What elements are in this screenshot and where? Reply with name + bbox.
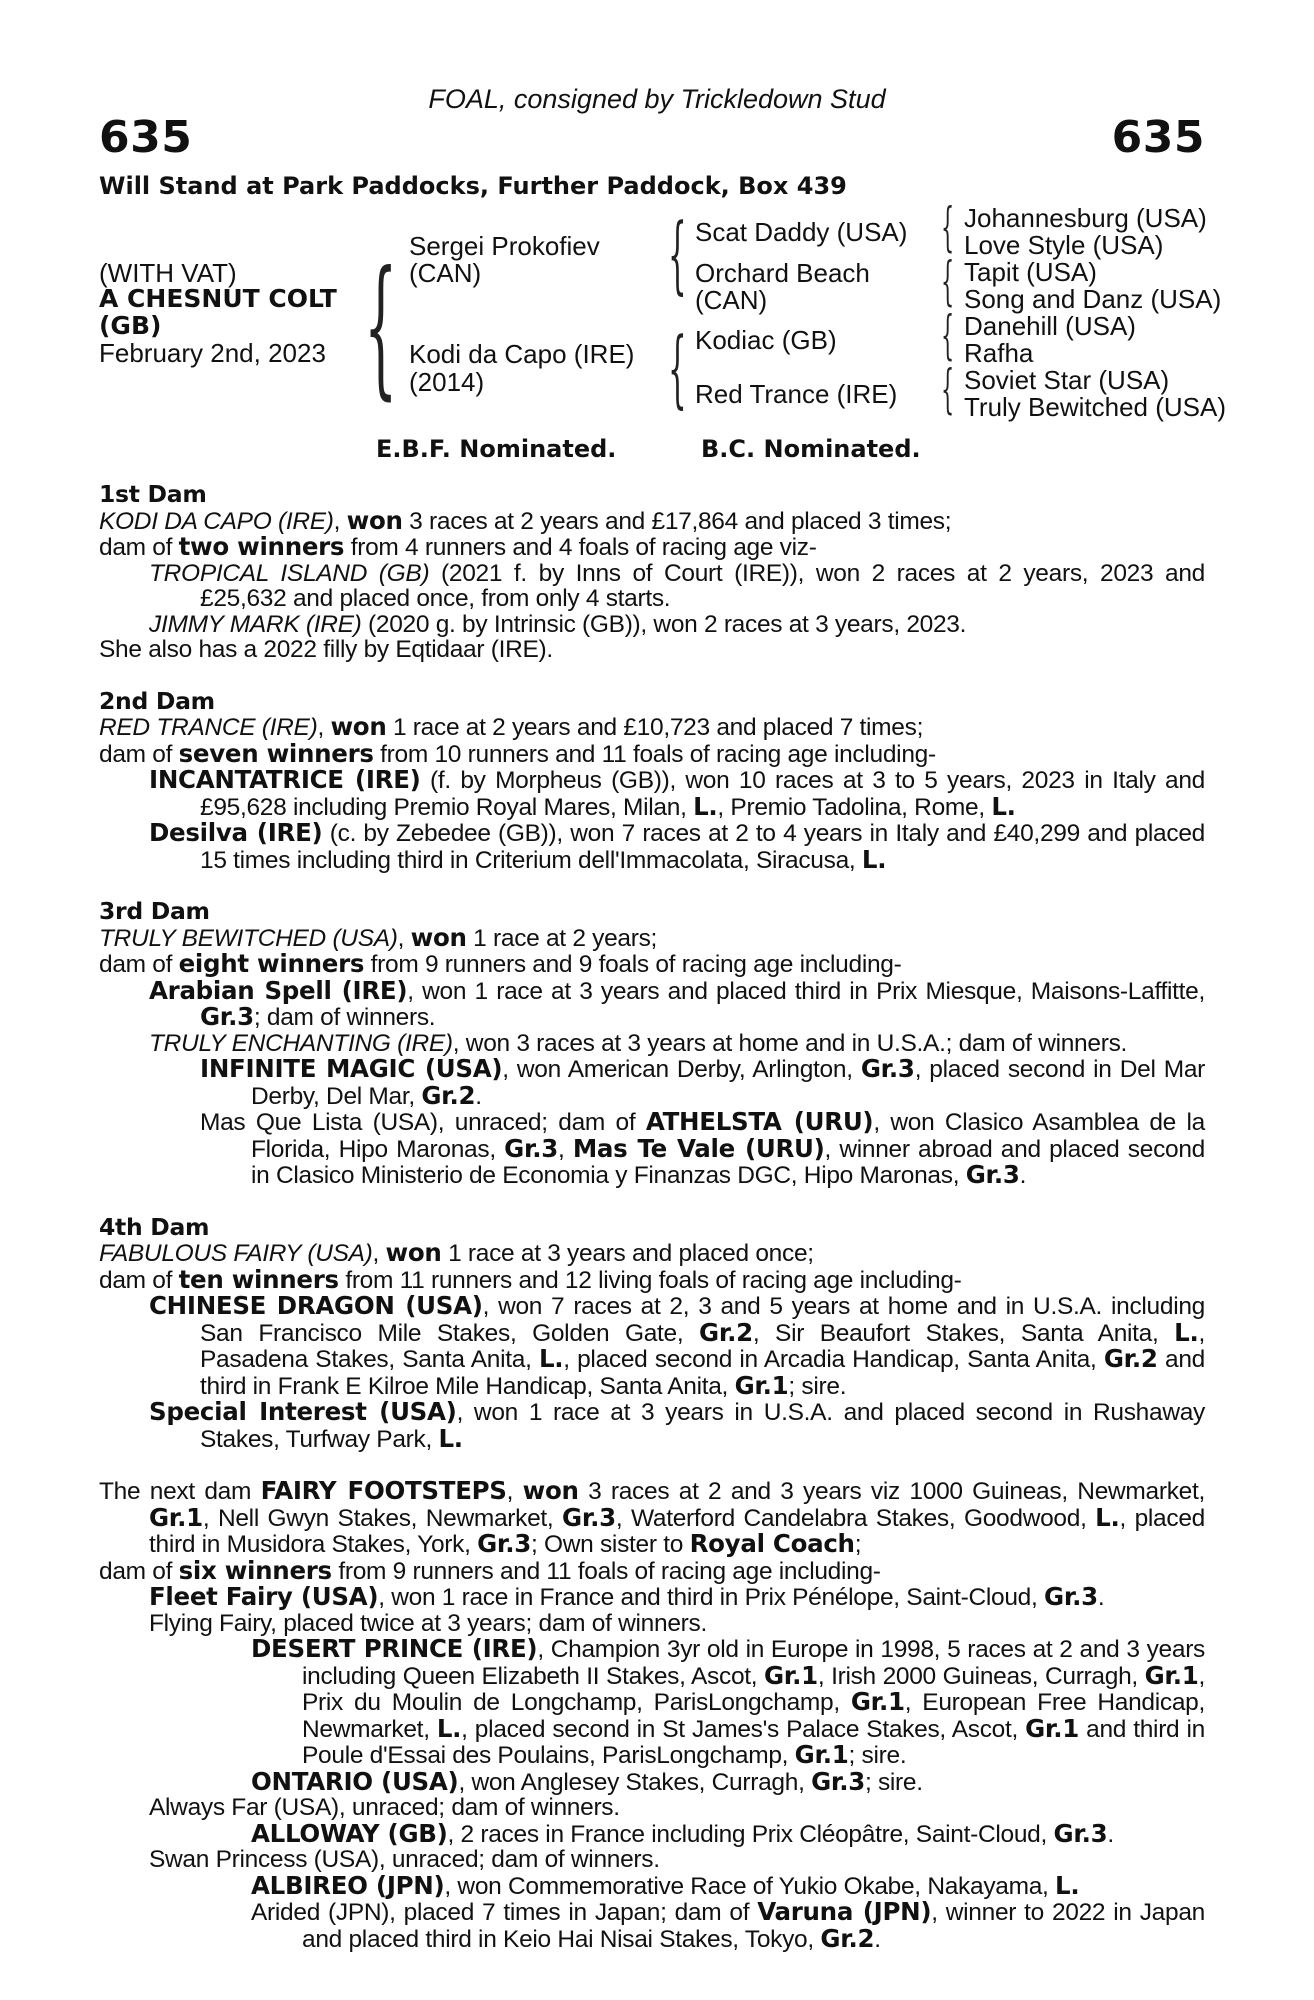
- horse-origin: (GB): [99, 311, 162, 340]
- dam-summary: dam of six winners from 9 runners and 11 foals of racing age including-: [99, 1555, 881, 1585]
- produce-entry: ALBIREO (JPN), won Commemorative Race of Yukio Okabe, Nakayama, L.: [251, 1870, 1080, 1900]
- produce-entry: CHINESE DRAGON (USA), won 7 races at 2, 3 and 5 years at home and in U.S.A. including San Francisco Mile Stakes, Golden Gate, Gr.2, Sir Beaufort Stakes, Santa Anita, L., Pasadena Stakes, Santa Anita, L., placed second in Arcadia Handicap, Santa Anita, Gr.2 and third in Frank E Kilroe Mile Handicap, Santa Anita, Gr.1; sire.: [149, 1291, 1206, 1400]
- dam-name: Kodi da Capo (IRE): [409, 339, 635, 369]
- dam-brace: {: [668, 319, 687, 417]
- dam-record: TRULY BEWITCHED (USA), won 1 race at 2 years;: [99, 922, 658, 952]
- produce-entry: Always Far (USA), unraced; dam of winners.: [149, 1794, 620, 1821]
- produce-entry: Swan Princess (USA), unraced; dam of winners.: [149, 1846, 660, 1873]
- dam-record: RED TRANCE (IRE), won 1 race at 2 years and £10,723 and placed 7 times;: [99, 712, 924, 741]
- produce-note: She also has a 2022 filly by Eqtidaar (IRE).: [99, 636, 553, 663]
- g3-ancestor: Soviet Star (USA): [964, 365, 1170, 395]
- sire-origin: (CAN): [409, 258, 482, 288]
- consignment-line: FOAL, consigned by Trickledown Stud: [428, 84, 886, 114]
- produce-entry: JIMMY MARK (IRE) (2020 g. by Intrinsic (GB)), won 2 races at 3 years, 2023.: [149, 610, 967, 638]
- dam-dam: Red Trance (IRE): [695, 379, 898, 409]
- dam-summary: dam of two winners from 4 runners and 4 foals of racing age viz-: [99, 532, 817, 561]
- dam-record: FABULOUS FAIRY (USA), won 1 race at 3 years and placed once;: [99, 1238, 814, 1267]
- produce-entry: INCANTATRICE (IRE) (f. by Morpheus (GB)), won 10 races at 3 to 5 years, 2023 in Italy and £95,628 including Premio Royal Mares, Milan, L., Premio Tadolina, Rome, L.: [149, 765, 1205, 821]
- produce-entry: ALLOWAY (GB), 2 races in France including Prix Cléopâtre, Saint-Cloud, Gr.3.: [251, 1818, 1114, 1848]
- produce-entry: ONTARIO (USA), won Anglesey Stakes, Curragh, Gr.3; sire.: [251, 1766, 923, 1796]
- section-heading: 4th Dam: [99, 1212, 210, 1241]
- next-dam-section: [99, 1478, 1205, 1952]
- g3-brace-4: {: [941, 360, 955, 420]
- produce-entry: Desilva (IRE) (c. by Zebedee (GB)), won 7 races at 2 to 4 years in Italy and £40,299 and placed 15 times including third in Criterium dell'Immacolata, Siracusa, L.: [149, 818, 1205, 874]
- fourth-dam-section: [99, 1212, 1206, 1453]
- lot-number-right: 635: [1111, 112, 1205, 163]
- produce-entry: INFINITE MAGIC (USA), won American Derby, Arlington, Gr.3, placed second in Del Mar Derby, Del Mar, Gr.2.: [200, 1054, 1205, 1110]
- dam-summary: dam of eight winners from 9 runners and 9 foals of racing age including-: [99, 949, 902, 978]
- produce-entry: Mas Que Lista (USA), unraced; dam of ATHELSTA (URU), won Clasico Asamblea de la Florida, Hipo Maronas, Gr.3, Mas Te Vale (URU), winner abroad and placed second in Clasico Ministerio de Economia y Finanzas DGC, Hipo Maronas, Gr.3.: [200, 1107, 1206, 1189]
- ebf-nomination: E.B.F. Nominated.: [376, 435, 617, 463]
- dam-sire: Kodiac (GB): [695, 325, 837, 355]
- lot-number-left: 635: [99, 112, 193, 163]
- bc-nomination: B.C. Nominated.: [701, 435, 921, 463]
- g3-brace-1: {: [941, 198, 955, 258]
- dam-year: (2014): [409, 367, 485, 397]
- dam-record: KODI DA CAPO (IRE), won 3 races at 2 years and £17,864 and placed 3 times;: [99, 505, 952, 535]
- g3-ancestor: Danehill (USA): [964, 311, 1136, 341]
- produce-entry: TRULY ENCHANTING (IRE), won 3 races at 3 years at home and in U.S.A.; dam of winners.: [149, 1029, 1128, 1057]
- sire-dam-origin: (CAN): [695, 285, 768, 315]
- produce-entry: Arabian Spell (IRE), won 1 race at 3 years and placed third in Prix Miesque, Maisons-Laffitte, Gr.3; dam of winners.: [149, 975, 1206, 1031]
- produce-entry: DESERT PRINCE (IRE), Champion 3yr old in Europe in 1998, 5 races at 2 and 3 years including Queen Elizabeth II Stakes, Ascot, Gr.1, Irish 2000 Guineas, Curragh, Gr.1, Prix du Moulin de Longchamp, ParisLongchamp, Gr.1, European Free Handicap, Newmarket, L., placed second in St James's Palace Stakes, Ascot, Gr.1 and third in Poule d'Essai des Poulains, ParisLongchamp, Gr.1; sire.: [251, 1634, 1205, 1769]
- produce-entry: Special Interest (USA), won 1 race at 3 years in U.S.A. and placed second in Rushaway Stakes, Turfway Park, L.: [149, 1397, 1206, 1453]
- g3-ancestor: Love Style (USA): [964, 230, 1164, 260]
- horse-name: A CHESNUT COLT: [99, 284, 337, 313]
- first-dam-section: [99, 482, 1205, 663]
- produce-entry: Fleet Fairy (USA), won 1 race in France and third in Prix Pénélope, Saint-Cloud, Gr.3.: [149, 1582, 1105, 1611]
- sire-dam: Orchard Beach: [695, 258, 870, 288]
- stand-location: Will Stand at Park Paddocks, Further Paddock, Box 439: [99, 172, 847, 200]
- sire-name: Sergei Prokofiev: [409, 231, 600, 261]
- g3-ancestor: Song and Danz (USA): [964, 284, 1222, 314]
- second-dam-section: [99, 686, 1205, 874]
- section-heading: 2nd Dam: [99, 686, 215, 715]
- dam-record: The next dam FAIRY FOOTSTEPS, won 3 races at 2 and 3 years viz 1000 Guineas, Newmarket, Gr.1, Nell Gwyn Stakes, Newmarket, Gr.3, Waterford Candelabra Stakes, Goodwood, L., placed third in Musidora Stakes, York, Gr.3; Own sister to Royal Coach;: [99, 1476, 1205, 1558]
- g3-ancestor: Tapit (USA): [964, 257, 1097, 287]
- produce-entry: Arided (JPN), placed 7 times in Japan; dam of Varuna (JPN), winner to 2022 in Japan and placed third in Keio Hai Nisai Stakes, Tokyo, Gr.2.: [251, 1897, 1205, 1953]
- g3-ancestor: Truly Bewitched (USA): [964, 392, 1226, 422]
- produce-entry: TROPICAL ISLAND (GB) (2021 f. by Inns of Court (IRE)), won 2 races at 2 years, 2023 and £25,632 and placed once, from only 4 starts.: [149, 559, 1205, 612]
- foaling-date: February 2nd, 2023: [99, 338, 326, 368]
- dam-summary: dam of ten winners from 11 runners and 12 living foals of racing age including-: [99, 1264, 962, 1294]
- section-heading: 3rd Dam: [99, 897, 210, 925]
- sire-brace: {: [668, 205, 687, 303]
- g3-ancestor: Rafha: [964, 338, 1034, 368]
- produce-record: [99, 482, 1205, 1952]
- third-dam-section: [99, 899, 1205, 1189]
- sire-sire: Scat Daddy (USA): [695, 217, 908, 247]
- vat-note: (WITH VAT): [99, 258, 237, 288]
- g3-brace-2: {: [941, 252, 955, 312]
- g3-ancestor: Johannesburg (USA): [964, 203, 1207, 233]
- produce-entry: Flying Fairy, placed twice at 3 years; dam of winners.: [149, 1609, 707, 1637]
- g3-brace-3: {: [941, 306, 955, 366]
- dam-summary: dam of seven winners from 10 runners and 11 foals of racing age including-: [99, 738, 936, 768]
- pedigree-brace-main: {: [364, 240, 398, 414]
- section-heading: 1st Dam: [99, 480, 207, 508]
